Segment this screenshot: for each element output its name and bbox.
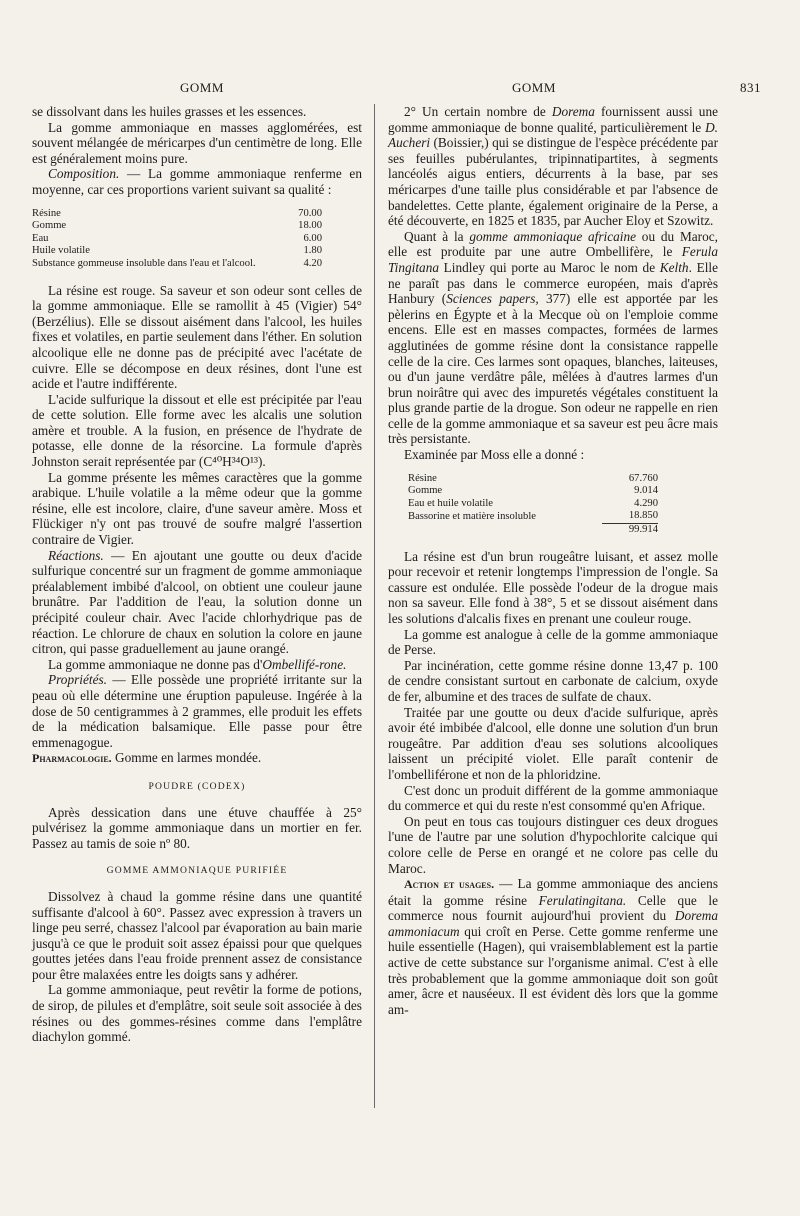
- section-label: Action et usages.: [404, 877, 495, 892]
- paragraph-text: — En ajoutant une goutte ou deux d'acide sulfurique concentré sur un fragment de gomme ammoniaque préalablement imbibé d'alcool, on obtient une couleur jaune brunâtre. Par l'addition de l'eau, la solution donne un précipité couleur chair. Avec l'acide chlorhydrique pas de réaction. Le chlorure de chaux en solution la colore en jaune citron, qui passe graduellement au jaune orangé.: [32, 547, 362, 657]
- right-column: [388, 104, 718, 1017]
- italic-term: D. Aucheri: [388, 119, 718, 151]
- composition-table: [32, 208, 322, 271]
- paragraph-pharmacologie: [32, 750, 362, 767]
- paragraph-text: — Elle possède une propriété irritante sur la peau où elle détermine une éruption papuleuse. Ingérée à la dose de 50 centigrammes à 2 grammes, elle produit les effets de la médication balsamique. Elle passe pour être emmenagogue.: [32, 672, 362, 750]
- paragraph-text: . Elle ne paraît pas dans le commerce européen, mais d'après Hanbury (: [388, 259, 718, 307]
- paragraph: L'acide sulfurique la dissout et elle est précipitée par l'eau de cette solution. Elle forme avec les alcalis une solution amère et trouble. A la fusion, en présence de l'hydrate de potasse, elle donne de la résorcine. La formule d'après Johnston serait représentée par (C⁴⁰H³⁴O¹³).: [32, 391, 362, 470]
- italic-term: Ombellifé-rone.: [262, 656, 347, 672]
- table-cell-label: Huile volatile: [32, 245, 90, 257]
- table-cell-value: 6.00: [303, 232, 322, 244]
- italic-term: Dorema ammoniacum: [388, 908, 718, 939]
- table-row: [32, 220, 322, 233]
- page-number: 831: [740, 80, 761, 95]
- paragraph-proprietes: [32, 672, 362, 750]
- paragraph-text: 2° Un certain nombre de: [404, 104, 552, 119]
- paragraph: Dissolvez à chaud la gomme résine dans une quantité suffisante d'alcool à 60°. Passez avec expression à travers un linge peu serré, chassez l'alcool par évaporation au bain marie jusqu'à ce que le produit soit assez épaissi pour que quelques gouttes jetées dans l'eau froide prennent assez de consistance pour être malaxées entre les doigts sans y adhérer.: [32, 888, 362, 982]
- table-cell-value: 4.290: [634, 497, 658, 509]
- paragraph: C'est donc un produit différent de la gomme ammoniaque du commerce et qui du reste n'est consommé qu'en Afrique.: [388, 782, 718, 814]
- table-row: [32, 245, 322, 258]
- paragraph-text: La gomme ammoniaque ne donne pas d': [48, 656, 263, 672]
- section-label: Composition.: [48, 166, 120, 182]
- left-column: [32, 104, 362, 1045]
- table-cell-value: 4.20: [303, 257, 322, 269]
- paragraph-text: — La gomme ammoniaque renferme en moyenne, car ces proportions varient suivant sa qualité :: [32, 166, 362, 197]
- paragraph: Examinée par Moss elle a donné :: [404, 447, 585, 463]
- paragraph-text: Celle que le commerce nous fournit aujourd'hui provient du: [388, 892, 718, 924]
- paragraph-text: Gomme en larmes mondée.: [111, 750, 262, 766]
- paragraph-text: fournissent aussi une gomme ammoniaque de bonne qualité, particulièrement le: [388, 104, 718, 135]
- subheading-purifiee: GOMME AMMONIAQUE PURIFIÉE: [106, 865, 288, 877]
- paragraph: La résine est d'un brun rougeâtre luisant, et assez molle pour recevoir et retenir longtemps l'impression de l'ongle. Sa cassure est ondulée. Elle possède l'odeur de la drogue mais non sa saveur. Elle fond à 38°, 5 et se dissout aisément dans les solutions d'alcalis fixes en prenant une couleur rouge.: [388, 548, 718, 626]
- table-row: [32, 208, 322, 221]
- paragraph-text: 377) elle est apportée par les pèlerins en Égypte et à la Mecque où on l'emploie comme encens. Elle est en masses compactes, formées de larmes agglutinées de gomme résine dont la consistance rappelle celle de la cire. Ces larmes sont opaques, blanches, laiteuses, ou d'un jaune verdâtre pâle, mêlées à d'autres larmes d'un brun noirâtre qui avec des impuretés végétales constituent la plus grande partie de la drogue. Son odeur ne rappelle en rien celle de la gomme ammoniaque et sa saveur est peu âcre mais très persistante.: [388, 291, 718, 447]
- table-cell-value: 1.80: [303, 245, 322, 257]
- table-cell-label: Résine: [408, 472, 437, 484]
- table-cell-label: Gomme: [408, 485, 443, 497]
- table-cell-value: 9.014: [634, 485, 658, 497]
- table-cell-label: Gomme: [32, 220, 67, 232]
- running-head-left: GOMM: [180, 80, 224, 95]
- paragraph-text: ou du Maroc, elle est produite par une autre Ombellifère, le: [388, 228, 718, 260]
- italic-term: Sciences papers,: [446, 291, 539, 307]
- table-row: [32, 258, 322, 271]
- table-total-row: [408, 524, 658, 537]
- table-total: 99.914: [602, 524, 658, 537]
- paragraph: Par incinération, cette gomme résine donne 13,47 p. 100 de cendre consistant surtout en carbonate de calcium, oxyde de fer, albumine et des traces de sulfate de chaux.: [388, 657, 718, 704]
- paragraph: La gomme présente les mêmes caractères que la gomme arabique. L'huile volatile a la même odeur que la gomme résine, elle est incolore, claire, d'une saveur amère. Moss et Flückiger n'y ont pas trouvé de soufre malgré l'assertion contraire de Vigier.: [32, 469, 362, 548]
- table-row: [408, 498, 658, 511]
- paragraph: [32, 657, 362, 673]
- paragraph-text: qui croît en Perse. Cette gomme renferme une huile essentielle (Hagen), qui vraisemblablement est la partie active de cette substance sur l'organisme animal. C'est à elle très probablement que la gomme ammoniaque doit son goût amer, âcre et nauséeux. Il est évident dès lors que la gomme am-: [388, 923, 718, 1017]
- paragraph: [388, 104, 718, 229]
- italic-term: Ferulatingitana.: [538, 892, 627, 908]
- subheading-poudre: POUDRE (CODEX): [148, 780, 246, 792]
- paragraph: La gomme est analogue à celle de la gomme ammoniaque de Perse.: [388, 626, 718, 658]
- paragraph: se dissolvant dans les huiles grasses et les essences.: [32, 104, 307, 119]
- table-cell-label: Eau et huile volatile: [408, 497, 494, 509]
- italic-term: gomme ammoniaque africaine: [469, 228, 637, 244]
- table-cell-value: 67.760: [628, 472, 658, 484]
- table-cell-label: Substance gommeuse insoluble dans l'eau et l'alcool.: [32, 257, 256, 269]
- table-cell-value: 18.00: [298, 220, 322, 232]
- table-row: [408, 510, 658, 523]
- paragraph-composition: [32, 166, 362, 197]
- moss-analysis-table: [408, 473, 658, 537]
- paragraph: La résine est rouge. Sa saveur et son odeur sont celles de la gomme ammoniaque. Elle se ramollit à 45 (Vigier) 54° (Berzélius). Elle se dissout aisément dans l'alcool, les huiles fixes et volatiles, en partie seulement dans l'éther. En solution alcoolique elle ne donne pas de précipité avec l'acétate de cuivre. Elle se décompose en deux résines, dont l'une est acide et l'autre indifférente.: [32, 282, 362, 392]
- table-cell-value: 70.00: [298, 207, 322, 219]
- table-cell-label: Résine: [32, 207, 61, 219]
- paragraph: Après dessication dans une étuve chauffée à 25° pulvérisez la gomme ammoniaque dans un mortier en fer. Passez au tamis de soie nº 80.: [32, 804, 362, 851]
- table-row: [32, 233, 322, 246]
- table-row: [408, 485, 658, 498]
- paragraph: La gomme ammoniaque, peut revêtir la forme de potions, de sirop, de pilules et d'emplâtre, soit seule soit associée à des résines ou des gommes-résines comme dans l'emplâtre diachylon gommé.: [32, 982, 362, 1045]
- paragraph: On peut en tous cas toujours distinguer ces deux drogues l'une de l'autre par une solution d'hypochlorite calcique qui colore celle de Perse en orangé et ne colore pas celle du Maroc.: [388, 813, 718, 876]
- section-label: Propriétés.: [48, 672, 107, 688]
- paragraph: La gomme ammoniaque en masses agglomérées, est souvent mélangée de méricarpes d'un centimètre de long. Elle est généralement moins pure.: [32, 119, 362, 166]
- table-cell-label: Bassorine et matière insoluble: [408, 510, 536, 522]
- paragraph-action: [388, 876, 718, 1017]
- table-cell-value: 18.850: [628, 510, 658, 522]
- paragraph: Traitée par une goutte ou deux d'acide sulfurique, après avoir été imbibée d'alcool, elle donne une solution d'un brun rougeâtre. Par addition d'eau ses solutions alcooliques laissent un précipité violet. Elle paraît contenir de l'ombelliférone et non de la phloridzine.: [388, 704, 718, 782]
- section-label: Pharmacologie.: [32, 751, 112, 766]
- paragraph-reactions: [32, 548, 362, 657]
- table-cell-label: Eau: [32, 232, 49, 244]
- paragraph-text: — La gomme ammoniaque des anciens était la gomme résine: [388, 876, 718, 908]
- paragraph-text: (Boissier,) qui se distingue de l'espèce précédente par ses feuilles pubérulantes, tripinnatipartites, à segments lancéolés aigus entiers, décurrents à la base, par ses méricarpes d'une taille plus considérable et par l'absence de bandelettes. Cette plante, également originaire de la Perse, a été découverte, en 1825 et 1835, par Aucher Eloy et Szowitz.: [388, 135, 718, 229]
- italic-term: Ferula Tingitana: [388, 244, 718, 275]
- paragraph: [388, 229, 718, 447]
- running-head-center: GOMM: [512, 80, 556, 95]
- table-row: [408, 473, 658, 486]
- column-divider: [374, 104, 375, 1108]
- italic-term: Dorema: [551, 104, 595, 119]
- section-label: Réactions.: [48, 547, 104, 563]
- italic-term: Kelth: [659, 259, 689, 275]
- paragraph-text: Quant à la: [404, 228, 470, 244]
- paragraph-text: Lindley qui porte au Maroc le nom de: [439, 259, 660, 275]
